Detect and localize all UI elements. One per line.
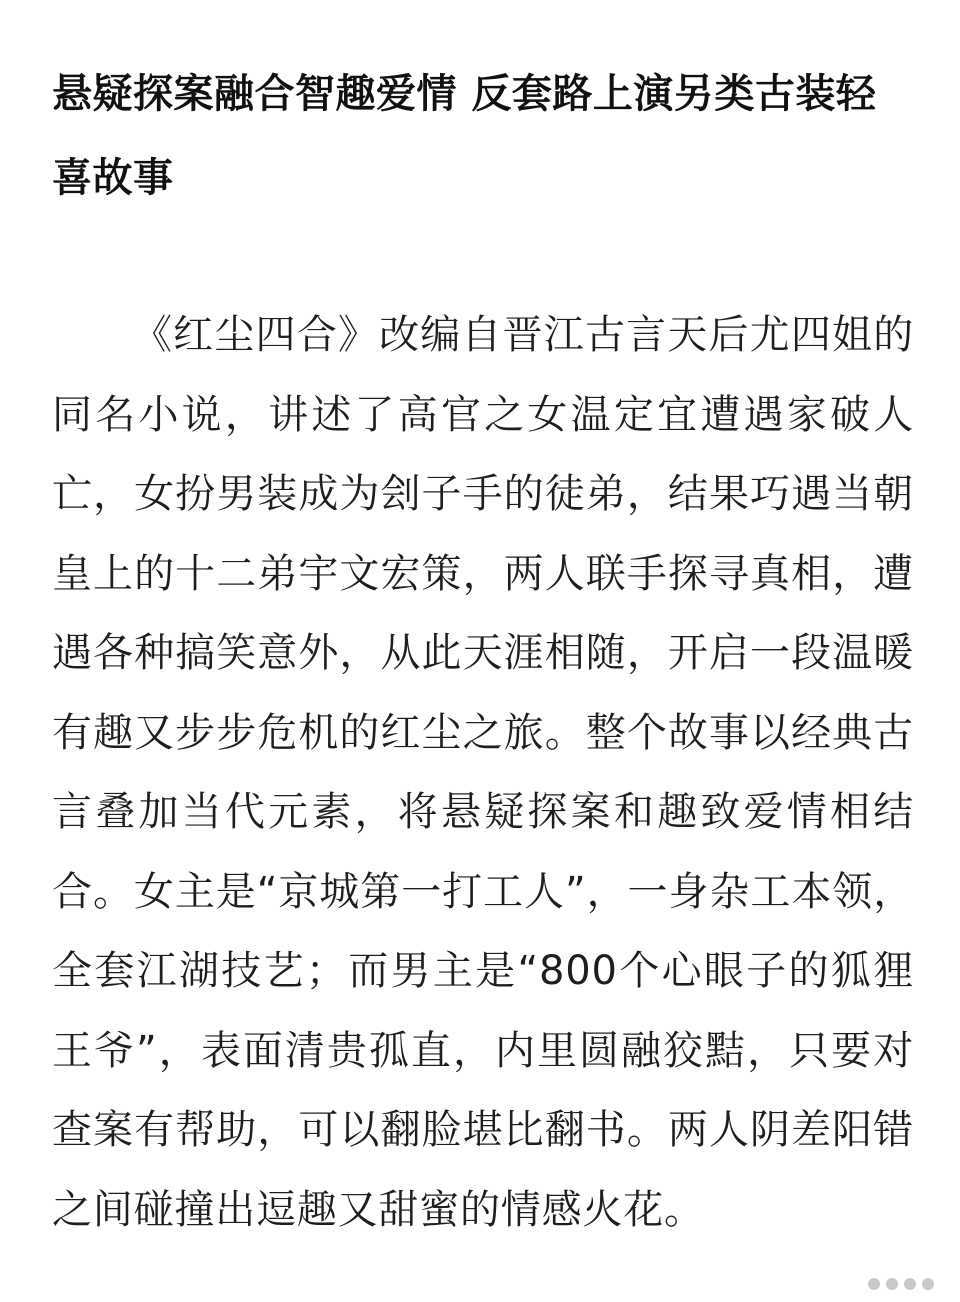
watermark-dot	[904, 1278, 916, 1290]
watermark-dot	[922, 1278, 934, 1290]
article-headline: 悬疑探案融合智趣爱情 反套路上演另类古装轻喜故事	[52, 71, 877, 201]
watermark-dot	[868, 1278, 880, 1290]
article-body: 《红尘四合》改编自晋江古言天后尤四姐的同名小说，讲述了高官之女温定宜遭遇家破人亡，女扮男装成为刽子手的徒弟，结果巧遇当朝皇上的十二弟宇文宏策，两人联手探寻真相，遭遇各种搞笑意外，从此天涯相随，开启一段温暖有趣又步步危机的红尘之旅。整个故事以经典古言叠加当代元素，将悬疑探案和趣致爱情相结合。女主是“京城第一打工人”，一身杂工本领，全套江湖技艺；而男主是“800个心眼子的狐狸王爷”，表面清贵孤直，内里圆融狡黠，只要对查案有帮助，可以翻脸堪比翻书。两人阴差阳错之间碰撞出逗趣又甜蜜的情感火花。	[52, 312, 914, 1233]
article	[52, 52, 914, 1250]
watermark-dots	[868, 1278, 934, 1290]
watermark-dot	[886, 1278, 898, 1290]
